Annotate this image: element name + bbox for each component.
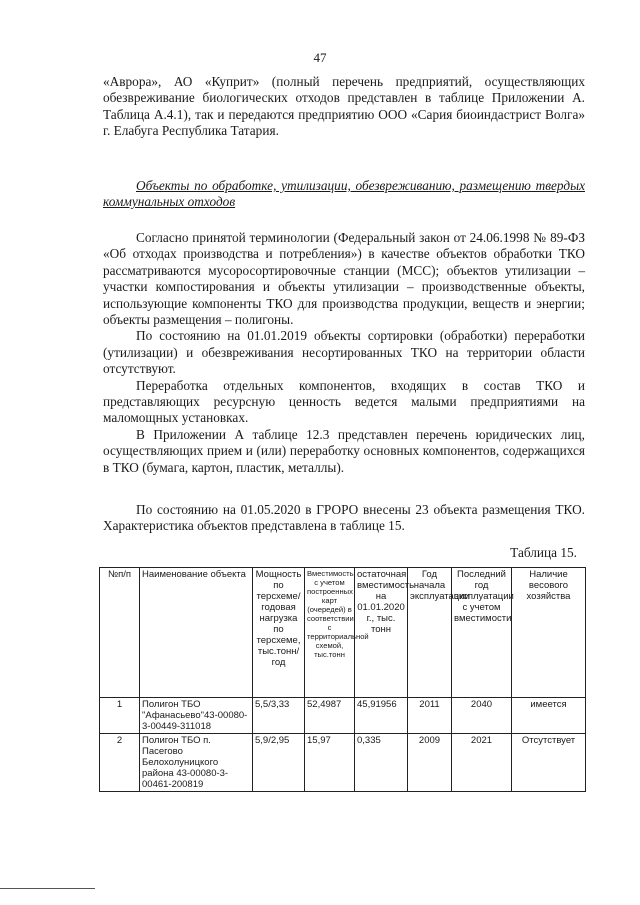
cell-number: 2 — [100, 734, 140, 792]
table-header-row — [100, 568, 586, 698]
cell-weighing: имеется — [512, 698, 586, 734]
cell-last-year: 2040 — [452, 698, 512, 734]
paragraph-terminology: Согласно принятой терминологии (Федеральный закон от 24.06.1998 № 89-ФЗ «Об отходах производства и потребления») в качестве объектов обработки ТКО рассматриваются мусоросортировочные станции (МСС); объектов утилизации – участки компостирования и объекты утилизации – производственные объекты, использующие компоненты ТКО для производства продукции, веществ и энергии; объекты размещения – полигоны. — [103, 230, 585, 328]
paragraph-appendix: В Приложении А таблице 12.3 представлен перечень юридических лиц, осуществляющих прием и (или) переработку основных компонентов, содержащихся в ТКО (бумага, картон, пластик, металлы). — [103, 426, 585, 475]
cell-volume: 15,97 — [305, 734, 355, 792]
header-volume: Вместимость с учетом построенных карт (очередей) в соответствии с территориальной схемой, тыс.тонн — [305, 568, 355, 698]
cell-last-year: 2021 — [452, 734, 512, 792]
objects-table — [99, 567, 586, 792]
cell-name: Полигон ТБО п. Пасегово Белохолуницкого района 43-00080-3-00461-200819 — [140, 734, 253, 792]
paragraph-status-2019: По состоянию на 01.01.2019 объекты сортировки (обработки) переработки (утилизации) и обезвреживания несортированных ТКО на территории области отсутствуют. — [103, 328, 585, 377]
paragraph-groro: По состоянию на 01.05.2020 в ГРОРО внесены 23 объекта размещения ТКО. Характеристика объектов представлена в таблице 15. — [103, 502, 585, 534]
intro-text: «Аврора», АО «Куприт» (полный перечень предприятий, осуществляющих обезвреживание биологических отходов представлен в таблице Приложении А. Таблица А.4.1), так и передаются предприятию ООО «Сария биоиндастрист Волга» г. Елабуга Республика Татария. — [103, 74, 585, 139]
table-row — [100, 698, 586, 734]
header-name: Наименование объекта — [140, 568, 253, 698]
section-heading: Объекты по обработке, утилизации, обезвреживанию, размещению твердых коммунальных отходов — [103, 178, 585, 209]
cell-number: 1 — [100, 698, 140, 734]
cell-remaining-volume: 45,91956 — [355, 698, 408, 734]
cell-weighing: Отсутствует — [512, 734, 586, 792]
page-number: 47 — [313, 50, 327, 65]
footer-divider — [0, 888, 95, 889]
cell-capacity: 5,9/2,95 — [253, 734, 305, 792]
body-paragraphs — [103, 230, 585, 476]
cell-name: Полигон ТБО "Афанасьево"43-00080-3-00449-311018 — [140, 698, 253, 734]
header-number: №п/п — [100, 568, 140, 698]
header-last-year: Последний год эксплуатации с учетом вместимости — [452, 568, 512, 698]
intro-paragraph — [103, 74, 585, 140]
cell-capacity: 5,5/3,33 — [253, 698, 305, 734]
cell-start-year: 2011 — [408, 698, 452, 734]
cell-volume: 52,4987 — [305, 698, 355, 734]
paragraph-groro-block — [103, 502, 585, 535]
paragraph-components: Переработка отдельных компонентов, входящих в состав ТКО и представляющих ресурсную ценность ведется малыми предприятиями на маломощных установках. — [103, 377, 585, 426]
cell-start-year: 2009 — [408, 734, 452, 792]
table-caption: Таблица 15. — [510, 545, 577, 560]
header-start-year: Год начала эксплуатации — [408, 568, 452, 698]
header-remaining-volume: остаточная вместимость на 01.01.2020 г., тыс. тонн — [355, 568, 408, 698]
header-capacity: Мощность по терсхеме/годовая нагрузка по терсхеме, тыс.тонн/год — [253, 568, 305, 698]
header-weighing: Наличие весового хозяйства — [512, 568, 586, 698]
cell-remaining-volume: 0,335 — [355, 734, 408, 792]
table-row — [100, 734, 586, 792]
